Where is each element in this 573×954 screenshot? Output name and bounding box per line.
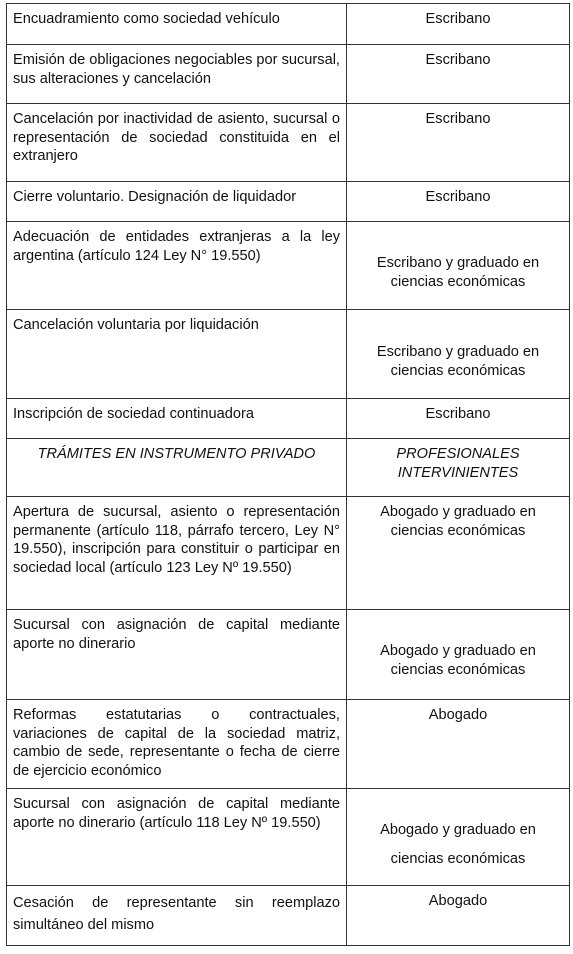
tramite-cell: Cancelación por inactividad de asiento, sucursal o representación de sociedad constituida en el extranjero bbox=[7, 104, 347, 182]
profesional-text: Escribano y graduado en ciencias económicas bbox=[376, 344, 540, 379]
profesional-line: Abogado y graduado en bbox=[380, 822, 536, 838]
table-row bbox=[7, 45, 570, 104]
tramite-cell: Cancelación voluntaria por liquidación bbox=[7, 310, 347, 399]
header-profesionales: PROFESIONALES INTERVINIENTES bbox=[347, 439, 570, 497]
profesional-text: Escribano y graduado en ciencias económicas bbox=[376, 255, 540, 290]
tramite-cell: Emisión de obligaciones negociables por sucursal, sus alteraciones y cancelación bbox=[7, 45, 347, 104]
tramite-cell: Cesación de representante sin reemplazo simultáneo del mismo bbox=[7, 886, 347, 946]
table-row bbox=[7, 886, 570, 946]
profesional-cell: Escribano bbox=[347, 182, 570, 222]
table-row bbox=[7, 104, 570, 182]
profesional-cell bbox=[347, 789, 570, 886]
table-row bbox=[7, 182, 570, 222]
header-tramites: TRÁMITES EN INSTRUMENTO PRIVADO bbox=[7, 439, 347, 497]
table-row bbox=[7, 310, 570, 399]
tramite-cell: Encuadramiento como sociedad vehículo bbox=[7, 4, 347, 45]
tramite-cell: Apertura de sucursal, asiento o representación permanente (artículo 118, párrafo tercero, Ley N° 19.550), inscripción para constituir o participar en sociedad local (artículo 123 Ley Nº 19.550) bbox=[7, 497, 347, 610]
tramite-cell: Adecuación de entidades extranjeras a la ley argentina (artículo 124 Ley N° 19.550) bbox=[7, 222, 347, 310]
profesional-cell: Abogado bbox=[347, 700, 570, 789]
table-row bbox=[7, 497, 570, 610]
tramite-cell: Cierre voluntario. Designación de liquidador bbox=[7, 182, 347, 222]
profesional-cell: Escribano bbox=[347, 45, 570, 104]
profesional-cell bbox=[347, 222, 570, 310]
tramite-cell: Sucursal con asignación de capital mediante aporte no dinerario bbox=[7, 610, 347, 700]
profesional-cell: Escribano bbox=[347, 399, 570, 439]
profesional-cell bbox=[347, 610, 570, 700]
profesional-cell: Escribano bbox=[347, 104, 570, 182]
tramites-table bbox=[6, 3, 570, 946]
profesional-cell bbox=[347, 310, 570, 399]
table-row bbox=[7, 610, 570, 700]
tramite-cell: Sucursal con asignación de capital mediante aporte no dinerario (artículo 118 Ley Nº 19.550) bbox=[7, 789, 347, 886]
profesional-line: ciencias económicas bbox=[390, 850, 526, 867]
table-row bbox=[7, 789, 570, 886]
tramite-cell: Inscripción de sociedad continuadora bbox=[7, 399, 347, 439]
table-row bbox=[7, 222, 570, 310]
profesional-cell: Escribano bbox=[347, 4, 570, 45]
table-row bbox=[7, 700, 570, 789]
profesional-text: Abogado y graduado en ciencias económicas bbox=[380, 643, 536, 678]
table-row bbox=[7, 4, 570, 45]
profesional-cell: Abogado y graduado en ciencias económicas bbox=[347, 497, 570, 610]
profesional-cell: Abogado bbox=[347, 886, 570, 946]
tramite-cell: Reformas estatutarias o contractuales, variaciones de capital de la sociedad matriz, cambio de sede, representante o fecha de cierre de ejercicio económico bbox=[7, 700, 347, 789]
table-row bbox=[7, 399, 570, 439]
table-header-row bbox=[7, 439, 570, 497]
